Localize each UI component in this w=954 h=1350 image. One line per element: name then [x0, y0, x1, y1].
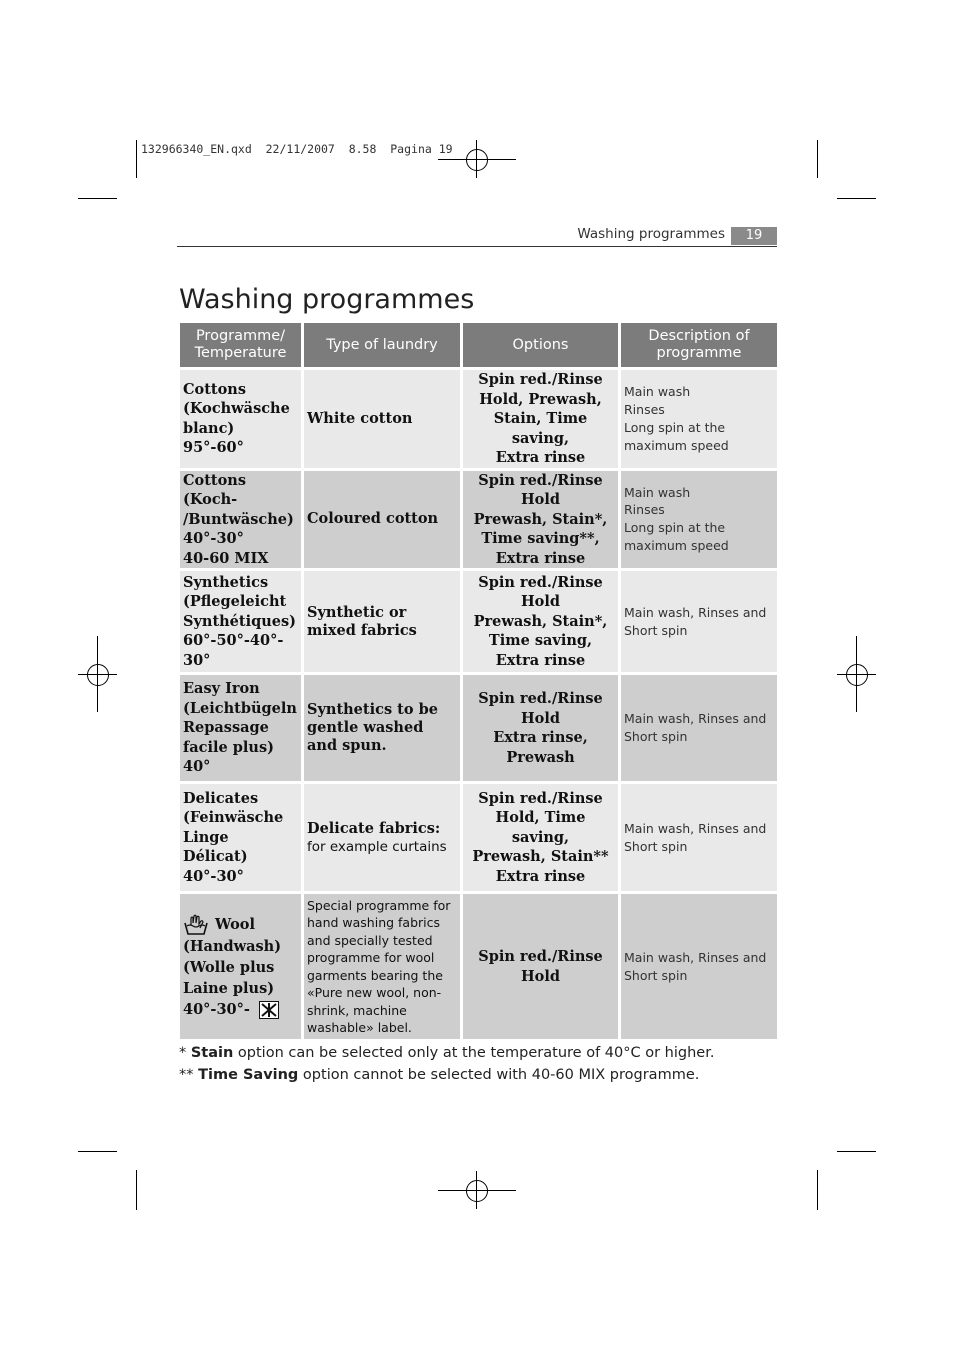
column-header-laundry: Type of laundry — [303, 322, 462, 369]
table-row — [179, 469, 779, 570]
laundry-cell: Synthetic or mixed fabrics — [303, 570, 462, 674]
description-cell: Main wash Rinses Long spin at the maximum speed — [620, 369, 779, 470]
footnote-stain: * Stain option can be selected only at the temperature of 40°C or higher. — [179, 1045, 715, 1061]
programme-cell: Delicates (Feinwäsche Linge Délicat) 40°-30° — [179, 783, 303, 893]
options-cell: Spin red./Rinse Hold Prewash, Stain*, Time saving, Extra rinse — [462, 570, 620, 674]
table-row — [179, 369, 779, 470]
table-row — [179, 570, 779, 674]
laundry-cell: Coloured cotton — [303, 469, 462, 570]
header-rule — [177, 246, 777, 247]
options-cell: Spin red./Rinse Hold, Time saving, Prewash, Stain** Extra rinse — [462, 783, 620, 893]
options-cell: Spin red./Rinse Hold — [462, 893, 620, 1041]
programme-cell: Wool (Handwash) (Wolle plus Laine plus) 40°-30°- — [179, 893, 303, 1041]
table-row — [179, 893, 779, 1041]
running-header: Washing programmes — [577, 226, 725, 242]
table-row — [179, 783, 779, 893]
handwash-icon — [183, 914, 209, 936]
page-title: Washing programmes — [179, 284, 475, 315]
column-header-options: Options — [462, 322, 620, 369]
description-cell: Main wash Rinses Long spin at the maximum speed — [620, 469, 779, 570]
laundry-cell: Synthetics to be gentle washed and spun. — [303, 674, 462, 783]
programme-cell: Synthetics (Pflegeleicht Synthétiques) 60°-50°-40°- 30° — [179, 570, 303, 674]
programme-cell: Cottons (Koch- /Buntwäsche) 40°-30° 40-60 MIX — [179, 469, 303, 570]
laundry-cell: Delicate fabrics: for example curtains — [303, 783, 462, 893]
footnote-time-saving: ** Time Saving option cannot be selected with 40-60 MIX programme. — [179, 1067, 700, 1083]
laundry-cell: White cotton — [303, 369, 462, 470]
description-cell: Main wash, Rinses and Short spin — [620, 783, 779, 893]
description-cell: Main wash, Rinses and Short spin — [620, 570, 779, 674]
page-number: 19 — [731, 227, 777, 245]
description-cell: Main wash, Rinses and Short spin — [620, 893, 779, 1041]
options-cell: Spin red./Rinse Hold Prewash, Stain*, Time saving**, Extra rinse — [462, 469, 620, 570]
woolmark-icon — [259, 1001, 279, 1019]
programme-table — [177, 320, 780, 1042]
table-row — [179, 674, 779, 783]
description-cell: Main wash, Rinses and Short spin — [620, 674, 779, 783]
programme-cell: Easy Iron (Leichtbügeln Repassage facile plus) 40° — [179, 674, 303, 783]
options-cell: Spin red./Rinse Hold, Prewash, Stain, Time saving, Extra rinse — [462, 369, 620, 470]
print-slug: 132966340_EN.qxd 22/11/2007 8.58 Pagina 19 — [141, 142, 453, 156]
table-header-row — [179, 322, 779, 369]
options-cell: Spin red./Rinse Hold Extra rinse, Prewash — [462, 674, 620, 783]
laundry-cell: Special programme for hand washing fabrics and specially tested programme for wool garments bearing the «Pure new wool, non-shrink, machine washable» label. — [303, 893, 462, 1041]
column-header-description: Description of programme — [620, 322, 779, 369]
column-header-programme: Programme/ Temperature — [179, 322, 303, 369]
programme-cell: Cottons (Kochwäsche blanc) 95°-60° — [179, 369, 303, 470]
